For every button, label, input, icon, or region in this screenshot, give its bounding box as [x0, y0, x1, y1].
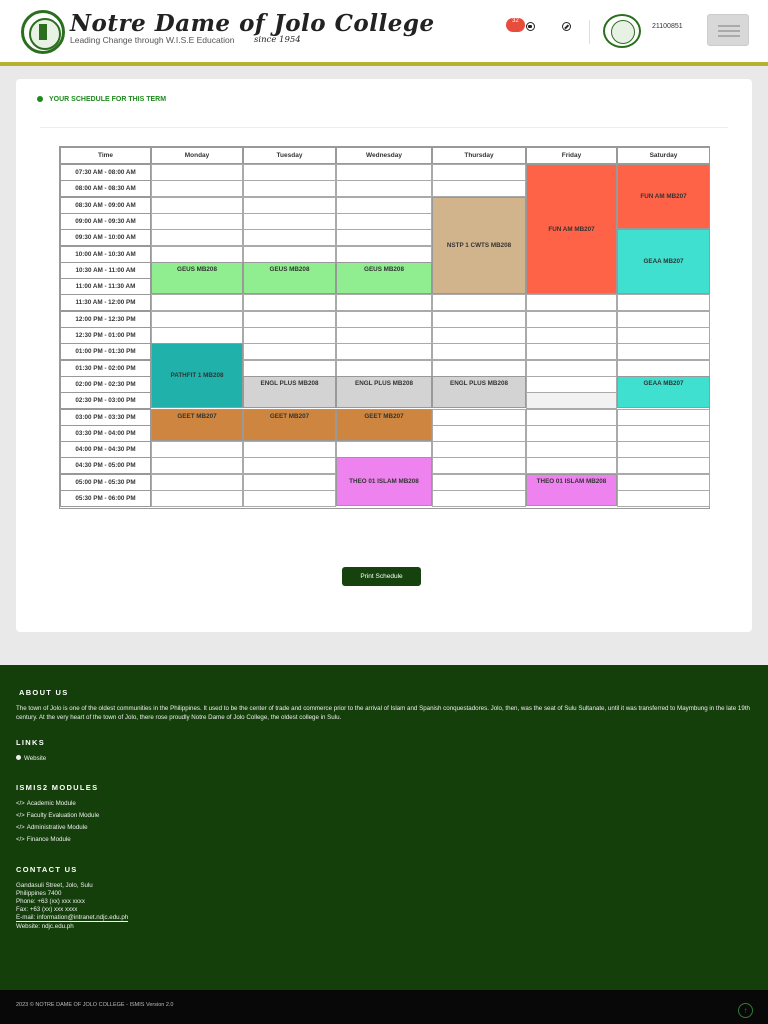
- empty-slot: [151, 474, 243, 491]
- column-header-saturday: Saturday: [617, 147, 710, 164]
- empty-slot: [151, 311, 243, 328]
- course-block[interactable]: PATHFIT 1 MB208: [151, 343, 243, 408]
- empty-slot: [336, 246, 432, 263]
- empty-slot: [432, 490, 526, 507]
- empty-slot: [151, 180, 243, 197]
- empty-slot: [243, 441, 336, 458]
- time-slot-label: 04:30 PM - 05:00 PM: [60, 457, 151, 474]
- college-tagline: Leading Change through W.I.S.E Education: [70, 35, 235, 45]
- module-label: Finance Module: [26, 836, 71, 843]
- empty-slot: [243, 327, 336, 344]
- empty-slot: [617, 441, 710, 458]
- header-accent-bar: [0, 62, 768, 66]
- about-heading: ABOUT US: [19, 688, 69, 697]
- column-header-thursday: Thursday: [432, 147, 526, 164]
- course-block[interactable]: THEO 01 ISLAM MB208: [336, 457, 432, 506]
- menu-toggle-button[interactable]: [707, 14, 749, 46]
- empty-slot: [243, 164, 336, 181]
- website-link[interactable]: [16, 755, 46, 762]
- empty-slot: [526, 425, 617, 442]
- time-slot-label: 10:00 AM - 10:30 AM: [60, 246, 151, 263]
- empty-slot: [617, 474, 710, 491]
- time-slot-label: 12:00 PM - 12:30 PM: [60, 311, 151, 328]
- globe-icon[interactable]: [526, 22, 535, 31]
- contact-fax: Fax: +63 (xx) xxx xxxx: [16, 906, 78, 913]
- empty-slot: [243, 213, 336, 230]
- time-slot-label: 08:30 AM - 09:00 AM: [60, 197, 151, 214]
- empty-slot: [243, 360, 336, 377]
- college-logo[interactable]: [21, 10, 65, 54]
- empty-slot: [243, 294, 336, 311]
- module-link-finance[interactable]: [16, 836, 71, 843]
- empty-slot: [243, 180, 336, 197]
- module-label: Faculty Evaluation Module: [26, 812, 100, 819]
- time-slot-label: 11:30 AM - 12:00 PM: [60, 294, 151, 311]
- time-slot-label: 03:30 PM - 04:00 PM: [60, 425, 151, 442]
- contact-address-line2: Philippines 7400: [16, 890, 62, 897]
- empty-slot: [617, 343, 710, 360]
- empty-slot: [432, 360, 526, 377]
- empty-slot: [336, 294, 432, 311]
- module-label: Academic Module: [26, 800, 76, 807]
- empty-slot: [243, 457, 336, 474]
- schedule-table: [59, 146, 710, 509]
- empty-slot: [526, 392, 617, 409]
- contact-heading: CONTACT US: [16, 865, 78, 874]
- empty-slot: [526, 294, 617, 311]
- contact-website[interactable]: Website: ndjc.edu.ph: [16, 923, 74, 930]
- time-slot-label: 03:00 PM - 03:30 PM: [60, 409, 151, 426]
- contact-address-line1: Gandasuli Street, Jolo, Sulu: [16, 882, 93, 889]
- course-block[interactable]: GEUS MB208: [336, 262, 432, 295]
- empty-slot: [526, 327, 617, 344]
- check-circle-icon: [37, 96, 43, 102]
- code-icon: </>: [16, 825, 25, 831]
- bottom-bar: [0, 990, 768, 1024]
- time-slot-label: 08:00 AM - 08:30 AM: [60, 180, 151, 197]
- empty-slot: [432, 409, 526, 426]
- empty-slot: [432, 164, 526, 181]
- empty-slot: [336, 327, 432, 344]
- avatar[interactable]: [603, 14, 641, 48]
- time-slot-label: 11:00 AM - 11:30 AM: [60, 278, 151, 295]
- empty-slot: [336, 213, 432, 230]
- empty-slot: [432, 311, 526, 328]
- time-slot-label: 01:00 PM - 01:30 PM: [60, 343, 151, 360]
- time-slot-label: 04:00 PM - 04:30 PM: [60, 441, 151, 458]
- copyright-text: 2023 © NOTRE DAME OF JOLO COLLEGE - ISMIS Version 2.0: [16, 1002, 174, 1008]
- empty-slot: [243, 490, 336, 507]
- user-id: 21100851: [652, 23, 683, 30]
- empty-slot: [617, 294, 710, 311]
- empty-slot: [336, 197, 432, 214]
- empty-slot: [432, 327, 526, 344]
- time-slot-label: 01:30 PM - 02:00 PM: [60, 360, 151, 377]
- empty-slot: [526, 360, 617, 377]
- empty-slot: [432, 294, 526, 311]
- empty-slot: [526, 376, 617, 393]
- site-header: [0, 0, 768, 62]
- empty-slot: [432, 441, 526, 458]
- empty-slot: [432, 474, 526, 491]
- empty-slot: [243, 474, 336, 491]
- empty-slot: [151, 490, 243, 507]
- time-slot-label: 07:30 AM - 08:00 AM: [60, 164, 151, 181]
- module-link-academic[interactable]: [16, 800, 76, 807]
- course-block[interactable]: GEAA MB207: [617, 376, 710, 409]
- schedule-title: [37, 96, 166, 103]
- column-header-tuesday: Tuesday: [243, 147, 336, 164]
- empty-slot: [243, 311, 336, 328]
- empty-slot: [526, 441, 617, 458]
- empty-slot: [617, 311, 710, 328]
- module-label: Administrative Module: [26, 824, 88, 831]
- course-block[interactable]: GEUS MB208: [151, 262, 243, 295]
- empty-slot: [526, 409, 617, 426]
- time-slot-label: 09:00 AM - 09:30 AM: [60, 213, 151, 230]
- time-slot-label: 09:30 AM - 10:00 AM: [60, 229, 151, 246]
- empty-slot: [243, 343, 336, 360]
- empty-slot: [151, 294, 243, 311]
- empty-slot: [336, 229, 432, 246]
- empty-slot: [151, 213, 243, 230]
- column-header-wednesday: Wednesday: [336, 147, 432, 164]
- code-icon: </>: [16, 837, 25, 843]
- empty-slot: [151, 197, 243, 214]
- course-block[interactable]: GEET MB207: [243, 409, 336, 442]
- empty-slot: [336, 164, 432, 181]
- empty-slot: [151, 457, 243, 474]
- modules-heading: ISMIS2 MODULES: [16, 783, 99, 792]
- module-link-administrative[interactable]: [16, 824, 88, 831]
- empty-slot: [151, 229, 243, 246]
- empty-slot: [336, 180, 432, 197]
- arrow-up-icon: ↑: [743, 1006, 748, 1015]
- empty-slot: [617, 327, 710, 344]
- print-schedule-button[interactable]: Print Schedule: [342, 567, 421, 586]
- empty-slot: [432, 425, 526, 442]
- website-link-label: Website: [24, 755, 47, 762]
- hamburger-icon: [718, 35, 740, 37]
- empty-slot: [617, 457, 710, 474]
- header-divider: [589, 20, 590, 44]
- empty-slot: [526, 311, 617, 328]
- empty-slot: [617, 490, 710, 507]
- time-slot-label: 10:30 AM - 11:00 AM: [60, 262, 151, 279]
- empty-slot: [151, 327, 243, 344]
- globe-icon: [16, 755, 21, 760]
- empty-slot: [432, 457, 526, 474]
- course-block[interactable]: ENGL PLUS MB208: [243, 376, 336, 409]
- site-footer: [0, 665, 768, 990]
- empty-slot: [336, 343, 432, 360]
- module-link-faculty-evaluation[interactable]: [16, 812, 99, 819]
- since-label: since 1954: [254, 35, 301, 45]
- back-to-top-button[interactable]: [738, 1003, 753, 1018]
- column-header-time: Time: [60, 147, 151, 164]
- course-block[interactable]: FUN AM MB207: [617, 164, 710, 229]
- empty-slot: [243, 246, 336, 263]
- schedule-title-text: YOUR SCHEDULE FOR THIS TERM: [49, 96, 167, 103]
- empty-slot: [432, 343, 526, 360]
- empty-slot: [617, 409, 710, 426]
- empty-slot: [243, 197, 336, 214]
- time-slot-label: 02:30 PM - 03:00 PM: [60, 392, 151, 409]
- empty-slot: [336, 360, 432, 377]
- college-name[interactable]: Notre Dame of Jolo College: [70, 10, 435, 37]
- links-heading: LINKS: [16, 738, 45, 747]
- hamburger-icon: [718, 30, 740, 32]
- empty-slot: [243, 229, 336, 246]
- empty-slot: [617, 360, 710, 377]
- time-slot-label: 02:00 PM - 02:30 PM: [60, 376, 151, 393]
- empty-slot: [151, 164, 243, 181]
- course-block[interactable]: GEET MB207: [336, 409, 432, 442]
- empty-slot: [151, 246, 243, 263]
- course-block[interactable]: ENGL PLUS MB208: [432, 376, 526, 409]
- course-block[interactable]: GEAA MB207: [617, 229, 710, 294]
- time-slot-label: 05:00 PM - 05:30 PM: [60, 474, 151, 491]
- course-block[interactable]: NSTP 1 CWTS MB208: [432, 197, 526, 295]
- card-separator: [40, 127, 728, 128]
- empty-slot: [336, 441, 432, 458]
- code-icon: </>: [16, 801, 25, 807]
- power-icon[interactable]: [562, 22, 571, 31]
- hamburger-icon: [718, 25, 740, 27]
- contact-email-link[interactable]: E-mail: information@intranet.ndjc.edu.ph: [16, 914, 129, 921]
- empty-slot: [151, 441, 243, 458]
- notification-badge[interactable]: 32: [506, 18, 525, 32]
- contact-phone: Phone: +63 (xx) xxx xxxx: [16, 898, 85, 905]
- time-slot-label: 05:30 PM - 06:00 PM: [60, 490, 151, 507]
- course-block[interactable]: GEUS MB208: [243, 262, 336, 295]
- empty-slot: [526, 343, 617, 360]
- empty-slot: [617, 425, 710, 442]
- course-block[interactable]: ENGL PLUS MB208: [336, 376, 432, 409]
- course-block[interactable]: FUN AM MB207: [526, 164, 617, 294]
- course-block[interactable]: GEET MB207: [151, 409, 243, 442]
- column-header-friday: Friday: [526, 147, 617, 164]
- time-slot-label: 12:30 PM - 01:00 PM: [60, 327, 151, 344]
- code-icon: </>: [16, 813, 25, 819]
- empty-slot: [432, 180, 526, 197]
- empty-slot: [526, 457, 617, 474]
- column-header-monday: Monday: [151, 147, 243, 164]
- empty-slot: [336, 311, 432, 328]
- about-text: The town of Jolo is one of the oldest communities in the Philippines. It used to be the center of trade and commerce prior to the arrival of Islam and Spanish conquestadores. Jolo, then, was the seat of Sulu Sultanate, until it was transferred to Maymbung in the late 19th century. At the very heart of the town of Jolo, there rose proudly Notre Dame of Jolo College, the oldest college in Sulu.: [16, 705, 750, 721]
- course-block[interactable]: THEO 01 ISLAM MB208: [526, 474, 617, 507]
